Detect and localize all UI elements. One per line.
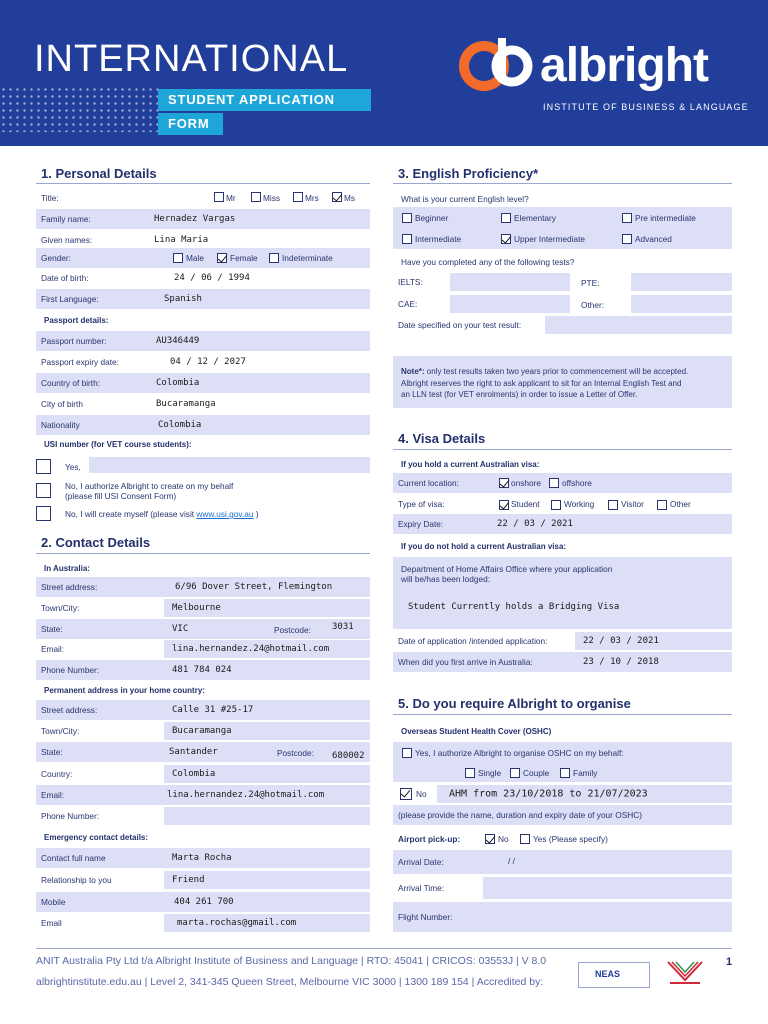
footer-address-line: albrightinstitute.edu.au | Level 2, 341-345 Queen Street, Melbourne VIC 3000 | 1300 189 154 | Accredited by: <box>36 976 544 988</box>
usi-yes-checkbox[interactable] <box>36 459 51 474</box>
section-3-title: 3. English Proficiency* <box>398 166 539 181</box>
au-town-label: Town/City: <box>41 603 80 613</box>
home-phone-field[interactable] <box>164 807 370 825</box>
home-street-row <box>36 700 370 720</box>
ec-name-value[interactable]: Marta Rocha <box>172 853 232 863</box>
passport-expiry-value[interactable]: 04 / 12 / 2027 <box>170 357 246 367</box>
au-email-row <box>36 639 370 659</box>
usi-yes-label: Yes, <box>65 462 81 472</box>
other-test-field[interactable] <box>631 295 732 313</box>
visa-other-label: Other <box>670 499 691 509</box>
oshc-details-value: AHM from 23/10/2018 to 21/07/2023 <box>449 788 648 800</box>
no-visa-heading: If you do not hold a current Australian visa: <box>401 542 567 551</box>
ec-email-row <box>36 913 370 933</box>
pickup-no-checkbox[interactable] <box>485 834 495 844</box>
country-birth-label: Country of birth: <box>41 378 101 388</box>
permanent-address-heading: Permanent address in your home country: <box>44 686 205 695</box>
ec-mobile-value[interactable]: 404 261 700 <box>174 897 234 907</box>
home-postcode-value[interactable]: 680002 <box>332 751 365 761</box>
english-note-box <box>393 356 732 408</box>
gender-male-label: Male <box>186 253 204 263</box>
cover-couple-checkbox[interactable] <box>510 768 520 778</box>
note-line-2: Albright reserves the right to ask applicant to sit for an Internal English Test and <box>401 378 682 388</box>
home-postcode-label: Postcode: <box>277 748 314 758</box>
section-2-rule <box>36 553 370 554</box>
passport-expiry-row <box>36 352 370 372</box>
home-state-value[interactable]: Santander <box>169 747 218 757</box>
neas-accreditation-logo: NEAS <box>578 962 650 988</box>
section-1-title: 1. Personal Details <box>41 166 157 181</box>
english-level-box <box>393 207 732 249</box>
in-australia-heading: In Australia: <box>44 564 90 573</box>
oshc-no-checkbox[interactable] <box>400 788 412 800</box>
note-bold: Note*: <box>401 367 425 376</box>
home-affairs-label-1: Department of Home Affairs Office where your application <box>401 564 613 574</box>
home-town-label: Town/City: <box>41 726 80 736</box>
arrival-date-value[interactable]: / / <box>508 856 515 866</box>
gender-female-label: Female <box>230 253 258 263</box>
usi-link[interactable]: www.usi.gov.au <box>196 509 254 519</box>
title-mr-checkbox[interactable] <box>214 192 224 202</box>
cover-couple-label: Couple <box>523 768 550 778</box>
visa-visitor-label: Visitor <box>621 499 644 509</box>
pickup-no-label: No <box>498 834 509 844</box>
country-birth-value[interactable]: Colombia <box>156 378 200 388</box>
au-email-label: Email: <box>41 644 65 654</box>
usi-authorize-checkbox[interactable] <box>36 483 51 498</box>
home-country-label: Country: <box>41 769 73 779</box>
home-email-value[interactable]: lina.hernandez.24@hotmail.com <box>167 790 325 800</box>
dob-label: Date of birth: <box>41 273 89 283</box>
english-level-question: What is your current English level? <box>401 194 529 204</box>
au-state-row <box>36 619 370 639</box>
au-phone-value[interactable]: 481 784 024 <box>172 665 232 675</box>
au-street-row <box>36 577 370 597</box>
arrival-date-label: Arrival Date: <box>398 857 444 867</box>
au-town-row <box>36 598 370 618</box>
title-row <box>36 188 370 208</box>
emergency-contact-heading: Emergency contact details: <box>44 833 149 842</box>
level-elementary-label: Elementary <box>514 213 556 223</box>
passport-expiry-label: Passport expiry date: <box>41 357 119 367</box>
family-name-row <box>36 209 370 229</box>
application-date-label: Date of application /intended application: <box>398 636 548 646</box>
title-miss-label: Miss <box>263 193 281 203</box>
location-offshore-checkbox[interactable] <box>549 478 559 488</box>
visa-student-checkbox[interactable] <box>499 500 509 510</box>
pte-field[interactable] <box>631 273 732 291</box>
gender-male-checkbox[interactable] <box>173 253 183 263</box>
au-email-value: lina.hernandez.24@hotmail.com <box>172 644 330 654</box>
gender-indeterminate-checkbox[interactable] <box>269 253 279 263</box>
home-street-label: Street address: <box>41 705 98 715</box>
header-title: INTERNATIONAL <box>34 38 349 80</box>
first-language-label: First Language: <box>41 294 99 304</box>
title-miss-checkbox[interactable] <box>251 192 261 202</box>
visa-student-label: Student <box>511 499 540 509</box>
note-line-3: an LLN test (for VET enrolments) in order to issue a Letter of Offer. <box>401 390 638 399</box>
ielts-field[interactable] <box>450 273 570 291</box>
page-number: 1 <box>726 956 733 968</box>
visa-visitor-checkbox[interactable] <box>608 500 618 510</box>
nationality-label: Nationality <box>41 420 80 430</box>
pickup-yes-label: Yes (Please specify) <box>533 834 608 844</box>
city-birth-row <box>36 394 370 414</box>
oshc-no-row <box>393 784 732 804</box>
visa-expiry-label: Expiry Date: <box>398 519 444 529</box>
cae-label: CAE: <box>398 299 418 309</box>
oshc-yes-box <box>393 742 732 782</box>
home-country-value: Colombia <box>172 769 216 779</box>
home-affairs-value[interactable]: Student Currently holds a Bridging Visa <box>408 602 620 612</box>
cover-family-label: Family <box>573 768 598 778</box>
footer-company-line: ANIT Australia Pty Ltd t/a Albright Institute of Business and Language | RTO: 45041 | CRICOS: 03553J | V 8.0 <box>36 955 547 967</box>
arrival-first-label: When did you first arrive in Australia: <box>398 657 533 667</box>
visa-working-checkbox[interactable] <box>551 500 561 510</box>
usi-authorize-note: (please fill USI Consent Form) <box>65 491 177 501</box>
usi-myself-close: ) <box>255 509 259 519</box>
home-phone-label: Phone Number: <box>41 811 100 821</box>
oshc-no-label: No <box>416 789 427 799</box>
au-postcode-label: Postcode: <box>274 625 311 635</box>
usi-myself-text: No, I will create myself (please visit <box>65 509 195 519</box>
english-note <box>401 366 731 401</box>
level-intermediate-checkbox[interactable] <box>402 234 412 244</box>
level-upper-intermediate-checkbox[interactable] <box>501 234 511 244</box>
passport-number-row <box>36 331 370 351</box>
level-intermediate-label: Intermediate <box>415 234 462 244</box>
au-phone-row <box>36 660 370 680</box>
arrival-date-row <box>393 850 732 874</box>
gender-indeterminate-label: Indeterminate <box>282 253 333 263</box>
family-name-value[interactable]: Hernadez Vargas <box>154 214 236 224</box>
oshc-yes-label: Yes, I authorize Albright to organise OSHC on my behalf: <box>415 748 624 758</box>
arrival-time-field[interactable] <box>483 877 732 899</box>
arrival-first-value[interactable]: 23 / 10 / 2018 <box>583 657 659 667</box>
level-preintermediate-checkbox[interactable] <box>622 213 632 223</box>
national-training-logo-icon <box>662 958 708 988</box>
current-location-label: Current location: <box>398 478 459 488</box>
visa-type-label: Type of visa: <box>398 499 445 509</box>
home-state-row <box>36 742 370 762</box>
passport-details-heading: Passport details: <box>44 316 109 325</box>
ec-email-value: marta.rochas@gmail.com <box>177 918 297 928</box>
title-mrs-label: Mrs <box>305 193 319 203</box>
test-date-row <box>393 315 732 335</box>
given-names-row <box>36 230 370 250</box>
visa-other-checkbox[interactable] <box>657 500 667 510</box>
au-phone-label: Phone Number: <box>41 665 100 675</box>
first-language-row <box>36 289 370 309</box>
home-town-row <box>36 721 370 741</box>
oshc-yes-checkbox[interactable] <box>402 748 412 758</box>
test-date-field[interactable] <box>545 316 732 334</box>
nationality-value[interactable]: Colombia <box>158 420 202 430</box>
test-date-label: Date specified on your test result: <box>398 320 522 330</box>
cae-other-row <box>393 294 732 314</box>
home-affairs-label-2: will be/has been lodged: <box>401 574 491 584</box>
visa-type-row <box>393 494 732 514</box>
usi-myself-checkbox[interactable] <box>36 506 51 521</box>
logo-tagline: INSTITUTE OF BUSINESS & LANGUAGE <box>543 102 749 112</box>
current-visa-heading: If you hold a current Australian visa: <box>401 460 540 469</box>
title-ms-label: Ms <box>344 193 356 203</box>
home-country-row <box>36 764 370 784</box>
ec-name-label: Contact full name <box>41 853 106 863</box>
level-advanced-checkbox[interactable] <box>622 234 632 244</box>
passport-number-label: Passport number: <box>41 336 107 346</box>
dob-value[interactable]: 24 / 06 / 1994 <box>174 273 250 283</box>
section-4-title: 4. Visa Details <box>398 431 486 446</box>
location-offshore-label: offshore <box>562 478 592 488</box>
level-upper-intermediate-label: Upper Intermediate <box>514 234 586 244</box>
section-2-title: 2. Contact Details <box>41 535 151 550</box>
city-birth-label: City of birth <box>41 399 83 409</box>
au-street-label: Street address: <box>41 582 98 592</box>
section-4-rule <box>393 449 732 450</box>
passport-number-value[interactable]: AU346449 <box>156 336 200 346</box>
visa-working-label: Working <box>564 499 595 509</box>
home-state-label: State: <box>41 747 63 757</box>
ec-relationship-value: Friend <box>172 875 205 885</box>
au-postcode-value[interactable]: 3031 <box>332 622 354 632</box>
footer-rule <box>36 948 732 949</box>
note-line-1: only test results taken two years prior to commencement will be accepted. <box>424 367 689 376</box>
section-5-rule <box>393 714 732 715</box>
ec-relationship-row <box>36 870 370 890</box>
cover-family-checkbox[interactable] <box>560 768 570 778</box>
cover-single-checkbox[interactable] <box>465 768 475 778</box>
level-elementary-checkbox[interactable] <box>501 213 511 223</box>
section-1-rule <box>36 183 370 184</box>
gender-female-checkbox[interactable] <box>217 253 227 263</box>
flight-number-row <box>393 902 732 932</box>
oshc-hint: (please provide the name, duration and expiry date of your OSHC) <box>398 810 642 820</box>
home-street-value[interactable]: Calle 31 #25-17 <box>172 705 254 715</box>
oshc-heading: Overseas Student Health Cover (OSHC) <box>401 727 552 736</box>
visa-expiry-value[interactable]: 22 / 03 / 2021 <box>497 519 573 529</box>
application-date-value: 22 / 03 / 2021 <box>583 636 659 646</box>
other-test-label: Other: <box>581 300 605 310</box>
cae-field[interactable] <box>450 295 570 313</box>
level-advanced-label: Advanced <box>635 234 672 244</box>
airport-pickup-row <box>393 829 732 849</box>
au-town-value: Melbourne <box>172 603 221 613</box>
usi-myself-label <box>65 509 259 519</box>
section-5-title: 5. Do you require Albright to organise <box>398 696 631 711</box>
tests-question: Have you completed any of the following tests? <box>401 257 575 267</box>
arrival-time-row <box>393 876 732 900</box>
oshc-hint-row <box>393 805 732 825</box>
pickup-yes-checkbox[interactable] <box>520 834 530 844</box>
title-ms-checkbox[interactable] <box>332 192 342 202</box>
ielts-pte-row <box>393 272 732 292</box>
ec-mobile-row <box>36 892 370 912</box>
arrival-first-row <box>393 652 732 672</box>
home-affairs-box <box>393 557 732 629</box>
usi-authorize-label: No, I authorize Albright to create on my behalf <box>65 481 234 491</box>
home-town-value: Bucaramanga <box>172 726 232 736</box>
application-date-row <box>393 631 732 651</box>
country-birth-row <box>36 373 370 393</box>
section-3-rule <box>393 183 732 184</box>
home-email-row <box>36 785 370 805</box>
ec-mobile-label: Mobile <box>41 897 66 907</box>
gender-label: Gender: <box>41 253 71 263</box>
gender-row <box>36 248 370 268</box>
pte-label: PTE: <box>581 278 600 288</box>
logo-wordmark: albright <box>540 39 708 92</box>
usi-number-field[interactable] <box>89 457 370 473</box>
level-beginner-checkbox[interactable] <box>402 213 412 223</box>
usi-heading: USI number (for VET course students): <box>44 440 192 449</box>
level-preintermediate-label: Pre intermediate <box>635 213 696 223</box>
ielts-label: IELTS: <box>398 277 423 287</box>
level-beginner-label: Beginner <box>415 213 449 223</box>
nationality-row <box>36 415 370 435</box>
title-mr-label: Mr <box>226 193 236 203</box>
header-banner <box>0 0 768 146</box>
home-phone-row <box>36 806 370 826</box>
arrival-time-label: Arrival Time: <box>398 883 445 893</box>
ec-name-row <box>36 848 370 868</box>
first-language-value[interactable]: Spanish <box>164 294 202 304</box>
header-subtitle-2: FORM <box>158 113 223 135</box>
flight-number-label: Flight Number: <box>398 912 453 922</box>
au-state-value[interactable]: VIC <box>172 624 189 634</box>
city-birth-value[interactable]: Bucaramanga <box>156 399 216 409</box>
location-onshore-checkbox[interactable] <box>499 478 509 488</box>
au-street-value[interactable]: 6/96 Dover Street, Flemington <box>175 582 333 592</box>
dob-row <box>36 268 370 288</box>
family-name-label: Family name: <box>41 214 91 224</box>
current-location-row <box>393 473 732 493</box>
cover-single-label: Single <box>478 768 502 778</box>
home-email-label: Email: <box>41 790 65 800</box>
visa-expiry-row <box>393 514 732 534</box>
au-state-label: State: <box>41 624 63 634</box>
header-subtitle-1: STUDENT APPLICATION <box>158 89 371 111</box>
dot-pattern-decoration <box>0 86 160 132</box>
ec-email-label: Email <box>41 918 62 928</box>
albright-logo-icon <box>454 36 538 92</box>
given-names-label: Given names: <box>41 235 93 245</box>
title-mrs-checkbox[interactable] <box>293 192 303 202</box>
given-names-value[interactable]: Lina Maria <box>154 235 209 245</box>
airport-pickup-label: Airport pick-up: <box>398 834 461 844</box>
location-onshore-label: onshore <box>511 478 541 488</box>
ec-relationship-label: Relationship to you <box>41 875 112 885</box>
title-label: Title: <box>41 193 59 203</box>
